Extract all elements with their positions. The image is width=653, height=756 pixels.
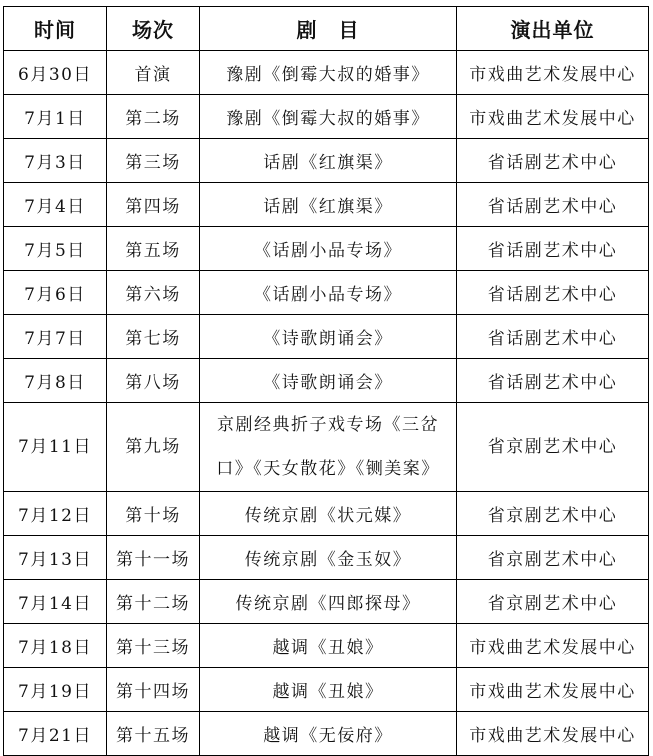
session-cell: 第十二场 xyxy=(107,580,200,624)
program-cell: 传统京剧《金玉奴》 xyxy=(200,536,457,580)
table-row xyxy=(4,227,649,271)
table-row xyxy=(4,315,649,359)
unit-cell: 省话剧艺术中心 xyxy=(457,139,649,183)
unit-cell: 省话剧艺术中心 xyxy=(457,359,649,403)
program-cell: 京剧经典折子戏专场《三岔口》《天女散花》《铡美案》 xyxy=(200,403,457,492)
program-cell: 《诗歌朗诵会》 xyxy=(200,359,457,403)
table-row xyxy=(4,271,649,315)
session-cell: 第十三场 xyxy=(107,624,200,668)
unit-cell: 省京剧艺术中心 xyxy=(457,403,649,492)
program-cell: 越调《无佞府》 xyxy=(200,712,457,756)
program-cell: 传统京剧《四郎探母》 xyxy=(200,580,457,624)
session-cell: 第十五场 xyxy=(107,712,200,756)
date-cell: 7月11日 xyxy=(4,403,107,492)
date-cell: 7月4日 xyxy=(4,183,107,227)
session-cell: 第五场 xyxy=(107,227,200,271)
table-row xyxy=(4,536,649,580)
program-cell: 越调《丑娘》 xyxy=(200,624,457,668)
session-cell: 第十四场 xyxy=(107,668,200,712)
session-cell: 第六场 xyxy=(107,271,200,315)
table-row xyxy=(4,51,649,95)
unit-cell: 市戏曲艺术发展中心 xyxy=(457,95,649,139)
program-cell: 话剧《红旗渠》 xyxy=(200,139,457,183)
program-cell: 传统京剧《状元媒》 xyxy=(200,492,457,536)
date-cell: 7月21日 xyxy=(4,712,107,756)
program-cell: 豫剧《倒霉大叔的婚事》 xyxy=(200,95,457,139)
session-cell: 第三场 xyxy=(107,139,200,183)
program-cell: 《话剧小品专场》 xyxy=(200,271,457,315)
program-cell: 豫剧《倒霉大叔的婚事》 xyxy=(200,51,457,95)
unit-cell: 省话剧艺术中心 xyxy=(457,271,649,315)
session-cell: 首演 xyxy=(107,51,200,95)
session-cell: 第七场 xyxy=(107,315,200,359)
date-cell: 7月6日 xyxy=(4,271,107,315)
session-cell: 第九场 xyxy=(107,403,200,492)
header-session: 场次 xyxy=(107,7,200,51)
date-cell: 7月12日 xyxy=(4,492,107,536)
table-row xyxy=(4,359,649,403)
date-cell: 7月14日 xyxy=(4,580,107,624)
table-row xyxy=(4,624,649,668)
unit-cell: 市戏曲艺术发展中心 xyxy=(457,51,649,95)
table-row xyxy=(4,403,649,492)
table-row xyxy=(4,712,649,756)
date-cell: 7月3日 xyxy=(4,139,107,183)
table-row xyxy=(4,139,649,183)
table-row xyxy=(4,492,649,536)
date-cell: 7月1日 xyxy=(4,95,107,139)
header-date: 时间 xyxy=(4,7,107,51)
session-cell: 第十场 xyxy=(107,492,200,536)
date-cell: 7月7日 xyxy=(4,315,107,359)
unit-cell: 省京剧艺术中心 xyxy=(457,492,649,536)
schedule-table-wrapper xyxy=(3,6,649,756)
table-row xyxy=(4,580,649,624)
table-header-row xyxy=(4,7,649,51)
program-cell: 越调《丑娘》 xyxy=(200,668,457,712)
unit-cell: 省话剧艺术中心 xyxy=(457,227,649,271)
date-cell: 7月18日 xyxy=(4,624,107,668)
session-cell: 第四场 xyxy=(107,183,200,227)
table-row xyxy=(4,183,649,227)
unit-cell: 市戏曲艺术发展中心 xyxy=(457,668,649,712)
date-cell: 7月13日 xyxy=(4,536,107,580)
header-program: 剧 目 xyxy=(200,7,457,51)
unit-cell: 市戏曲艺术发展中心 xyxy=(457,624,649,668)
unit-cell: 省话剧艺术中心 xyxy=(457,183,649,227)
date-cell: 7月19日 xyxy=(4,668,107,712)
session-cell: 第十一场 xyxy=(107,536,200,580)
performance-schedule-table xyxy=(3,6,649,756)
table-row xyxy=(4,95,649,139)
unit-cell: 市戏曲艺术发展中心 xyxy=(457,712,649,756)
header-unit: 演出单位 xyxy=(457,7,649,51)
program-cell: 《话剧小品专场》 xyxy=(200,227,457,271)
session-cell: 第二场 xyxy=(107,95,200,139)
date-cell: 7月8日 xyxy=(4,359,107,403)
table-row xyxy=(4,668,649,712)
session-cell: 第八场 xyxy=(107,359,200,403)
unit-cell: 省话剧艺术中心 xyxy=(457,315,649,359)
program-cell: 话剧《红旗渠》 xyxy=(200,183,457,227)
date-cell: 7月5日 xyxy=(4,227,107,271)
unit-cell: 省京剧艺术中心 xyxy=(457,536,649,580)
date-cell: 6月30日 xyxy=(4,51,107,95)
program-cell: 《诗歌朗诵会》 xyxy=(200,315,457,359)
unit-cell: 省京剧艺术中心 xyxy=(457,580,649,624)
